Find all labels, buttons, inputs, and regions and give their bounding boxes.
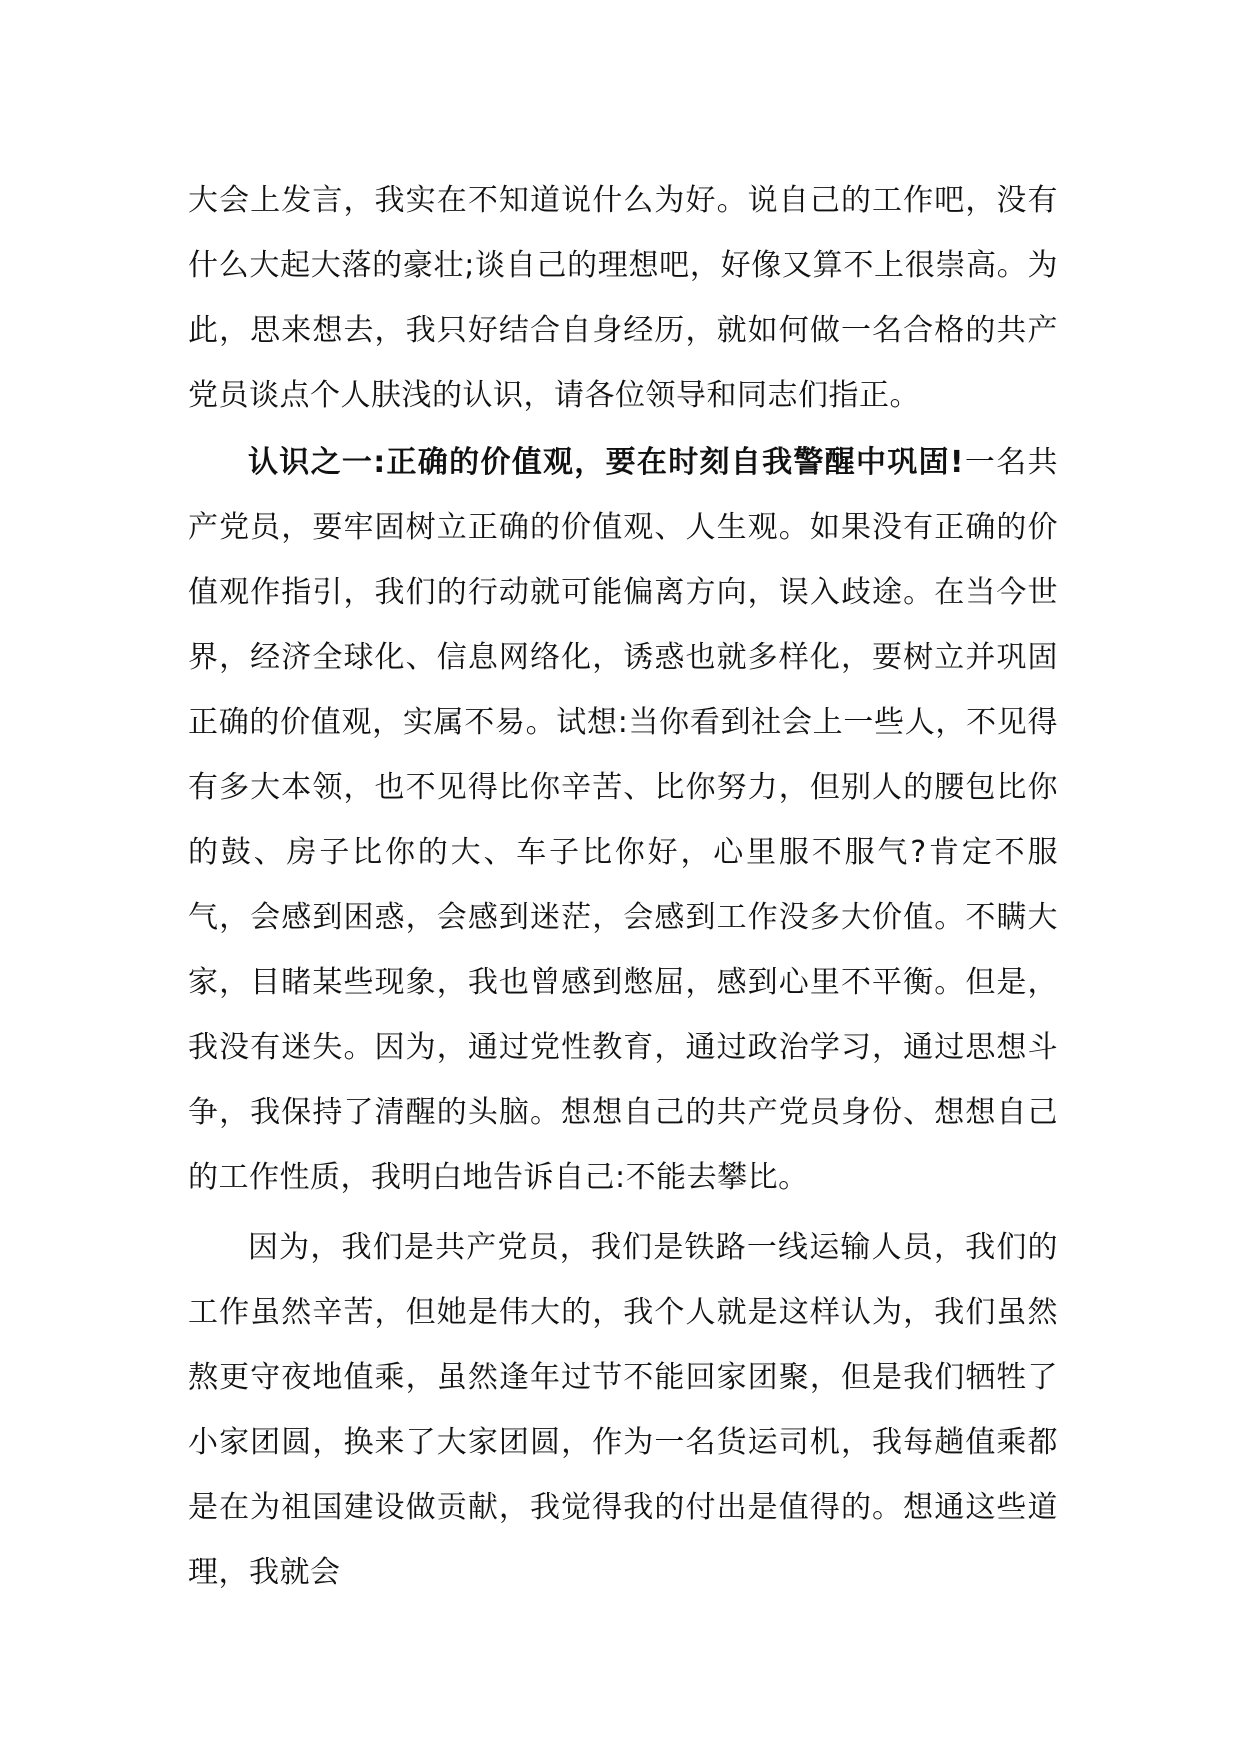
paragraph-text: 大会上发言，我实在不知道说什么为好。说自己的工作吧，没有什么大起大落的豪壮;谈自己的理想吧，好像又算不上很崇高。为此，思来想去，我只好结合自身经历，就如何做一名合格的共产党员谈点个人肤浅的认识，请各位领导和同志们指正。: [188, 183, 1058, 413]
paragraph-text: 因为，我们是共产党员，我们是铁路一线运输人员，我们的工作虽然辛苦，但她是伟大的，我个人就是这样认为，我们虽然熬更守夜地值乘，虽然逢年过节不能回家团聚，但是我们牺牲了小家团圆，换来了大家团圆，作为一名货运司机，我每趟值乘都是在为祖国建设做贡献，我觉得我的付出是值得的。想通这些道理，我就会: [188, 1230, 1058, 1590]
paragraph-point-one: [188, 430, 1058, 1210]
paragraph-because: [188, 1215, 1058, 1605]
paragraph-body: [188, 430, 1058, 1210]
paragraph-intro: [188, 168, 1058, 428]
paragraph-text: 一名共产党员，要牢固树立正确的价值观、人生观。如果没有正确的价值观作指引，我们的行动就可能偏离方向，误入歧途。在当今世界，经济全球化、信息网络化，诱惑也就多样化，要树立并巩固正确的价值观，实属不易。试想:当你看到社会上一些人，不见得有多大本领，也不见得比你辛苦、比你努力，但别人的腰包比你的鼓、房子比你的大、车子比你好，心里服不服气?肯定不服气，会感到困惑，会感到迷茫，会感到工作没多大价值。不瞒大家，目睹某些现象，我也曾感到憋屈，感到心里不平衡。但是，我没有迷失。因为，通过党性教育，通过政治学习，通过思想斗争，我保持了清醒的头脑。想想自己的共产党员身份、想想自己的工作性质，我明白地告诉自己:不能去攀比。: [188, 445, 1058, 1195]
section-heading: 认识之一:正确的价值观，要在时刻自我警醒中巩固!: [248, 445, 965, 480]
